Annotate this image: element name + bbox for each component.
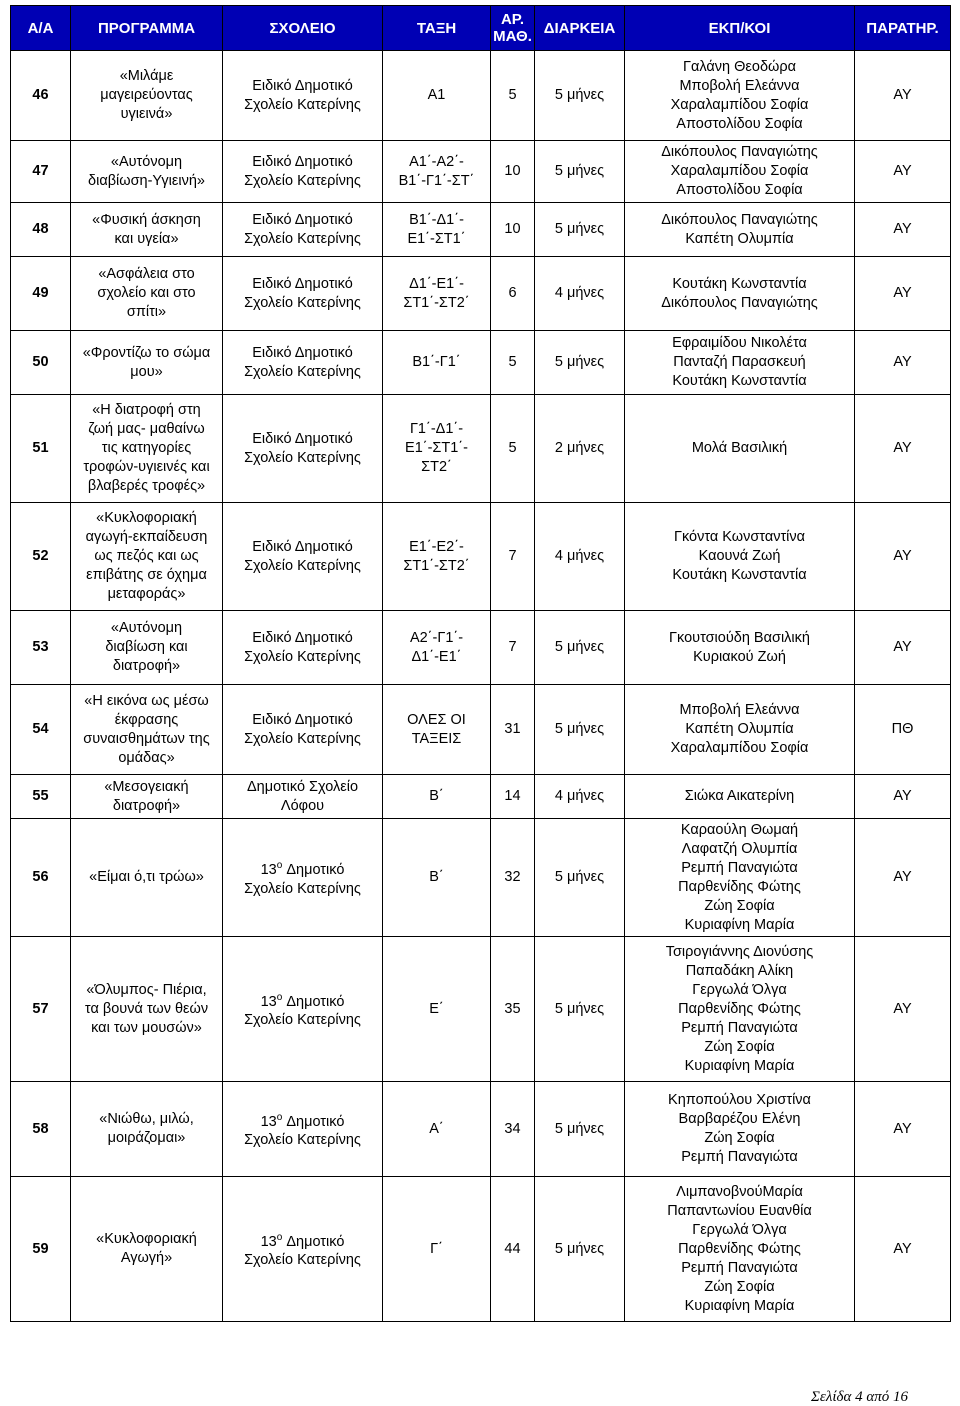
cell-teachers (625, 685, 855, 775)
cell-teachers (625, 937, 855, 1082)
school-line: Σχολείο Κατερίνης (244, 1132, 361, 1149)
table-row (11, 819, 951, 937)
teachers-line: Καπέτη Ολυμπία (685, 230, 794, 247)
program-line: υγιεινά» (120, 106, 173, 122)
cell-class (383, 203, 491, 257)
cell-notes: ΑΥ (855, 1177, 951, 1322)
cell-school (223, 331, 383, 395)
cell-aa: 53 (11, 611, 71, 685)
cell-students: 32 (491, 819, 535, 937)
table-row (11, 1177, 951, 1322)
table-row (11, 775, 951, 819)
program-line: «Φροντίζω το σώμα (82, 344, 211, 361)
cell-program (71, 775, 223, 819)
teachers-line: Μποβολή Ελεάννα (679, 702, 800, 718)
cell-aa: 52 (11, 503, 71, 611)
header-program: ΠΡΟΓΡΑΜΜΑ (71, 6, 223, 51)
cell-program (71, 685, 223, 775)
table-row (11, 611, 951, 685)
cell-class (383, 1177, 491, 1322)
cell-aa: 58 (11, 1082, 71, 1177)
program-line: σχολείο και στο (97, 285, 196, 301)
cell-aa: 59 (11, 1177, 71, 1322)
class-line: Α2΄-Γ1΄- (409, 629, 464, 646)
class-line: Α1΄-Α2΄- (409, 153, 464, 170)
teachers-line: Παρθενίδης Φώτης (678, 1000, 801, 1017)
header-school: ΣΧΟΛΕΙΟ (223, 6, 383, 51)
cell-program (71, 331, 223, 395)
class-line: Γ΄ (430, 1240, 443, 1257)
class-line: Β΄ (429, 788, 444, 804)
cell-school (223, 503, 383, 611)
program-line: «Κυκλοφοριακή (96, 1231, 197, 1247)
cell-duration: 4 μήνες (535, 775, 625, 819)
table-body (11, 51, 951, 1322)
teachers-line: Δικόπουλος Παναγιώτης (661, 294, 818, 311)
school-line: Σχολείο Κατερίνης (244, 230, 361, 247)
teachers-line: Καραούλη Θωμαή (680, 821, 799, 838)
table-row (11, 937, 951, 1082)
cell-students: 34 (491, 1082, 535, 1177)
cell-teachers (625, 611, 855, 685)
page-footer: Σελίδα 4 από 16 (811, 1389, 908, 1405)
cell-notes: ΑΥ (855, 141, 951, 203)
cell-aa: 51 (11, 395, 71, 503)
cell-teachers (625, 1082, 855, 1177)
cell-program (71, 611, 223, 685)
program-line: διατροφή» (112, 797, 181, 814)
school-line: Ειδικό Δημοτικό (252, 711, 353, 728)
teachers-line: Παρθενίδης Φώτης (678, 878, 801, 895)
cell-duration: 5 μήνες (535, 937, 625, 1082)
cell-aa: 54 (11, 685, 71, 775)
program-line: Αγωγή» (120, 1250, 173, 1266)
program-line: μου» (130, 363, 163, 380)
program-line: και υγεία» (114, 230, 179, 247)
program-line: έκφρασης (114, 711, 179, 728)
cell-program (71, 51, 223, 141)
teachers-line: Ρεμπή Παναγιώτα (681, 859, 798, 876)
cell-program (71, 937, 223, 1082)
table-row (11, 685, 951, 775)
cell-program (71, 395, 223, 503)
cell-program (71, 141, 223, 203)
school-line: Ειδικό Δημοτικό (252, 153, 353, 170)
cell-school (223, 1177, 383, 1322)
cell-school (223, 203, 383, 257)
header-students: ΑΡ. ΜΑΘ. (491, 6, 535, 51)
cell-teachers (625, 395, 855, 503)
header-teachers: ΕΚΠ/ΚΟΙ (625, 6, 855, 51)
cell-program (71, 819, 223, 937)
header-class: ΤΑΞΗ (383, 6, 491, 51)
program-line: «Φυσική άσκηση (92, 211, 201, 228)
program-line: διαβίωση-Υγιεινή» (88, 172, 205, 189)
class-line: Δ1΄-Ε1΄ (411, 648, 462, 665)
school-line: Ειδικό Δημοτικό (252, 275, 353, 292)
teachers-line: Αποστολίδου Σοφία (676, 182, 803, 198)
cell-students: 6 (491, 257, 535, 331)
table-row (11, 51, 951, 141)
program-line: σπίτι» (126, 304, 167, 320)
teachers-line: Κυριαφίνη Μαρία (684, 1057, 795, 1074)
teachers-line: Κυριακού Ζωή (693, 648, 786, 665)
table-row (11, 257, 951, 331)
teachers-line: Παπαδάκη Αλίκη (685, 962, 794, 979)
teachers-line: Βαρβαρέζου Ελένη (678, 1111, 801, 1127)
cell-notes: ΑΥ (855, 257, 951, 331)
class-line: Β1΄-Γ1΄-ΣΤ΄ (398, 172, 475, 189)
school-line: 13$^o$ Δημοτικό (260, 1111, 345, 1130)
cell-teachers (625, 1177, 855, 1322)
program-line: «Η διατροφή στη (92, 402, 201, 418)
class-line: ΣΤ1΄-ΣΤ2΄ (403, 557, 470, 574)
class-line: Α1 (427, 87, 446, 103)
teachers-line: Μποβολή Ελεάννα (679, 77, 800, 94)
cell-students: 10 (491, 203, 535, 257)
class-line: Β1΄-Δ1΄- (409, 211, 464, 228)
class-line: ΟΛΕΣ ΟΙ (407, 711, 466, 728)
cell-class (383, 611, 491, 685)
header-row (11, 6, 951, 51)
program-line: μεταφοράς» (107, 586, 186, 602)
teachers-line: Χαραλαμπίδου Σοφία (670, 163, 809, 179)
cell-aa: 56 (11, 819, 71, 937)
teachers-line: Λαφατζή Ολυμπία (681, 840, 798, 857)
program-line: συναισθημάτων της (83, 730, 210, 747)
class-line: Ε1΄-ΣΤ1΄ (407, 230, 466, 247)
cell-duration: 5 μήνες (535, 1082, 625, 1177)
table-row (11, 503, 951, 611)
class-line: ΤΑΞΕΙΣ (411, 730, 462, 747)
cell-class (383, 937, 491, 1082)
cell-notes: ΑΥ (855, 611, 951, 685)
table-row (11, 395, 951, 503)
cell-students: 10 (491, 141, 535, 203)
cell-class (383, 51, 491, 141)
cell-aa: 46 (11, 51, 71, 141)
teachers-line: Αποστολίδου Σοφία (676, 115, 803, 132)
cell-notes: ΑΥ (855, 51, 951, 141)
school-line: 13$^o$ Δημοτικό (260, 860, 345, 878)
cell-notes: ΑΥ (855, 395, 951, 503)
school-line: Σχολείο Κατερίνης (244, 96, 361, 113)
teachers-line: Κουτάκη Κωνσταντία (672, 567, 807, 583)
program-line: ομάδας» (118, 749, 175, 766)
program-line: «Αυτόνομη (110, 153, 183, 170)
program-line: «Νιώθω, μιλώ, (99, 1111, 194, 1127)
program-line: τα βουνά των θεών (84, 1000, 209, 1017)
cell-school (223, 395, 383, 503)
teachers-line: Παρθενίδης Φώτης (678, 1240, 801, 1257)
cell-students: 7 (491, 503, 535, 611)
school-line: Σχολείο Κατερίνης (244, 557, 361, 574)
teachers-line: Γκόντα Κωνσταντίνα (673, 529, 806, 545)
header-duration: ΔΙΑΡΚΕΙΑ (535, 6, 625, 51)
cell-class (383, 819, 491, 937)
programs-table (10, 5, 951, 1322)
teachers-line: Κυριαφίνη Μαρία (684, 916, 795, 933)
teachers-line: Ζώη Σοφία (704, 1278, 775, 1295)
table-row (11, 1082, 951, 1177)
program-line: ως πεζός και ως (94, 548, 199, 564)
program-line: τις κατηγορίες (101, 440, 192, 456)
cell-duration: 5 μήνες (535, 331, 625, 395)
school-line: Σχολείο Κατερίνης (244, 880, 361, 897)
school-line: Σχολείο Κατερίνης (244, 172, 361, 189)
cell-duration: 5 μήνες (535, 1177, 625, 1322)
cell-students: 44 (491, 1177, 535, 1322)
cell-class (383, 775, 491, 819)
teachers-line: Ρεμπή Παναγιώτα (681, 1259, 798, 1276)
program-line: διαβίωση και (105, 639, 188, 655)
teachers-line: Γεργωλά Όλγα (692, 981, 787, 998)
program-line: μοιράζομαι» (107, 1130, 186, 1146)
teachers-line: Γκουτσιούδη Βασιλική (669, 629, 810, 646)
cell-notes: ΑΥ (855, 503, 951, 611)
cell-duration: 5 μήνες (535, 203, 625, 257)
teachers-line: Καπέτη Ολυμπία (685, 721, 794, 737)
cell-aa: 49 (11, 257, 71, 331)
cell-school (223, 611, 383, 685)
cell-class (383, 141, 491, 203)
class-line: Ε1΄-Ε2΄- (409, 538, 464, 555)
class-line: Β΄ (429, 869, 444, 885)
cell-class (383, 257, 491, 331)
table-row (11, 141, 951, 203)
cell-teachers (625, 331, 855, 395)
teachers-line: Καουνά Ζωή (698, 548, 781, 564)
cell-students: 5 (491, 51, 535, 141)
cell-duration: 5 μήνες (535, 819, 625, 937)
program-line: επιβάτης σε όχημα (86, 567, 207, 583)
cell-class (383, 503, 491, 611)
school-line: Σχολείο Κατερίνης (244, 294, 361, 311)
class-line: Δ1΄-Ε1΄- (409, 275, 464, 292)
cell-school (223, 685, 383, 775)
program-line: «Μεσογειακή (104, 778, 189, 795)
program-line: «Είμαι ό,τι τρώω» (89, 869, 204, 885)
cell-school (223, 775, 383, 819)
teachers-line: Γαλάνη Θεοδώρα (683, 58, 796, 75)
cell-teachers (625, 775, 855, 819)
school-line: Ειδικό Δημοτικό (252, 538, 353, 555)
cell-school (223, 257, 383, 331)
cell-class (383, 685, 491, 775)
cell-school (223, 819, 383, 937)
school-line: Ειδικό Δημοτικό (252, 344, 353, 361)
school-line: 13$^o$ Δημοτικό (260, 991, 345, 1010)
school-line: Δημοτικό Σχολείο (246, 778, 359, 795)
teachers-line: Δικόπουλος Παναγιώτης (661, 211, 818, 228)
cell-teachers (625, 503, 855, 611)
cell-students: 5 (491, 331, 535, 395)
cell-duration: 4 μήνες (535, 257, 625, 331)
cell-notes: ΑΥ (855, 819, 951, 937)
class-line: ΣΤ2΄ (421, 459, 452, 475)
teachers-line: Γεργωλά Όλγα (692, 1221, 787, 1238)
cell-teachers (625, 819, 855, 937)
cell-program (71, 503, 223, 611)
teachers-line: Δικόπουλος Παναγιώτης (661, 144, 818, 160)
cell-duration: 4 μήνες (535, 503, 625, 611)
header-notes: ΠΑΡΑΤΗΡ. (855, 6, 951, 51)
cell-aa: 47 (11, 141, 71, 203)
cell-notes: ΑΥ (855, 1082, 951, 1177)
program-line: μαγειρεύοντας (100, 87, 193, 103)
cell-aa: 57 (11, 937, 71, 1082)
cell-school (223, 937, 383, 1082)
school-line: Σχολείο Κατερίνης (244, 1012, 361, 1029)
cell-program (71, 203, 223, 257)
cell-aa: 50 (11, 331, 71, 395)
cell-notes: ΑΥ (855, 203, 951, 257)
cell-notes: ΠΘ (855, 685, 951, 775)
teachers-line: Κουτάκη Κωνσταντία (672, 373, 807, 389)
class-line: Β1΄-Γ1΄ (412, 354, 461, 370)
cell-school (223, 141, 383, 203)
cell-aa: 48 (11, 203, 71, 257)
program-line: «Αυτόνομη (110, 620, 183, 636)
teachers-line: Σιώκα Αικατερίνη (684, 788, 795, 804)
class-line: Ε1΄-ΣΤ1΄- (405, 440, 468, 456)
program-line: «Κυκλοφοριακή (96, 510, 197, 526)
cell-program (71, 1177, 223, 1322)
school-line: Ειδικό Δημοτικό (252, 77, 353, 94)
teachers-line: Εφραιμίδου Νικολέτα (672, 335, 807, 351)
cell-duration: 5 μήνες (535, 685, 625, 775)
cell-class (383, 395, 491, 503)
school-line: Σχολείο Κατερίνης (244, 449, 361, 466)
program-line: διατροφή» (112, 658, 181, 674)
teachers-line: Κουτάκη Κωνσταντία (672, 275, 807, 292)
teachers-line: Παπαντωνίου Ευανθία (667, 1202, 812, 1219)
cell-students: 5 (491, 395, 535, 503)
teachers-line: Χαραλαμπίδου Σοφία (670, 96, 809, 113)
header-aa: Α/Α (11, 6, 71, 51)
school-line: Σχολείο Κατερίνης (244, 1252, 361, 1269)
school-line: 13$^o$ Δημοτικό (260, 1231, 345, 1250)
program-line: ζωή μας- μαθαίνω (88, 421, 205, 437)
program-line: «Η εικόνα ως μέσω (84, 692, 209, 709)
teachers-line: Ζώη Σοφία (704, 1038, 775, 1055)
table-row (11, 331, 951, 395)
cell-duration: 5 μήνες (535, 51, 625, 141)
school-line: Ειδικό Δημοτικό (252, 629, 353, 646)
cell-students: 14 (491, 775, 535, 819)
cell-duration: 5 μήνες (535, 141, 625, 203)
program-line: «Μιλάμε (119, 68, 174, 84)
cell-aa: 55 (11, 775, 71, 819)
teachers-line: Ρεμπή Παναγιώτα (681, 1019, 798, 1036)
teachers-line: Ζώη Σοφία (704, 1130, 775, 1146)
cell-school (223, 51, 383, 141)
school-line: Ειδικό Δημοτικό (252, 211, 353, 228)
teachers-line: Μολά Βασιλική (691, 440, 788, 456)
teachers-line: Πανταζή Παρασκευή (673, 354, 806, 370)
cell-notes: ΑΥ (855, 937, 951, 1082)
teachers-line: Ρεμπή Παναγιώτα (681, 1149, 798, 1165)
program-line: τροφών-υγιεινές και (83, 459, 210, 475)
class-line: Ε΄ (429, 1000, 444, 1017)
cell-students: 7 (491, 611, 535, 685)
cell-notes: ΑΥ (855, 775, 951, 819)
cell-duration: 2 μήνες (535, 395, 625, 503)
program-line: και των μουσών» (91, 1019, 202, 1036)
school-line: Σχολείο Κατερίνης (244, 648, 361, 665)
teachers-line: Κυριαφίνη Μαρία (684, 1297, 795, 1314)
cell-students: 35 (491, 937, 535, 1082)
cell-duration: 5 μήνες (535, 611, 625, 685)
class-line: Α΄ (429, 1120, 444, 1137)
program-line: βλαβερές τροφές» (87, 478, 206, 494)
teachers-line: ΛιμπανοβνούΜαρία (676, 1183, 803, 1200)
cell-teachers (625, 51, 855, 141)
program-line: αγωγή-εκπαίδευση (85, 529, 208, 545)
teachers-line: Χαραλαμπίδου Σοφία (670, 740, 809, 756)
school-line: Σχολείο Κατερίνης (244, 730, 361, 747)
cell-class (383, 1082, 491, 1177)
program-line: «Όλυμπος- Πιέρια, (86, 981, 207, 998)
cell-class (383, 331, 491, 395)
cell-notes: ΑΥ (855, 331, 951, 395)
school-line: Σχολείο Κατερίνης (244, 363, 361, 380)
teachers-line: Κηποπούλου Χριστίνα (668, 1092, 811, 1108)
cell-program (71, 1082, 223, 1177)
class-line: Γ1΄-Δ1΄- (409, 421, 464, 437)
program-line: «Ασφάλεια στο (98, 266, 195, 282)
cell-teachers (625, 257, 855, 331)
cell-teachers (625, 203, 855, 257)
cell-teachers (625, 141, 855, 203)
teachers-line: Τσιρογιάννης Διονύσης (665, 943, 814, 960)
cell-students: 31 (491, 685, 535, 775)
cell-school (223, 1082, 383, 1177)
cell-program (71, 257, 223, 331)
school-line: Λόφου (280, 797, 325, 814)
table-row (11, 203, 951, 257)
school-line: Ειδικό Δημοτικό (252, 430, 353, 447)
class-line: ΣΤ1΄-ΣΤ2΄ (403, 294, 470, 311)
teachers-line: Ζώη Σοφία (704, 897, 775, 914)
